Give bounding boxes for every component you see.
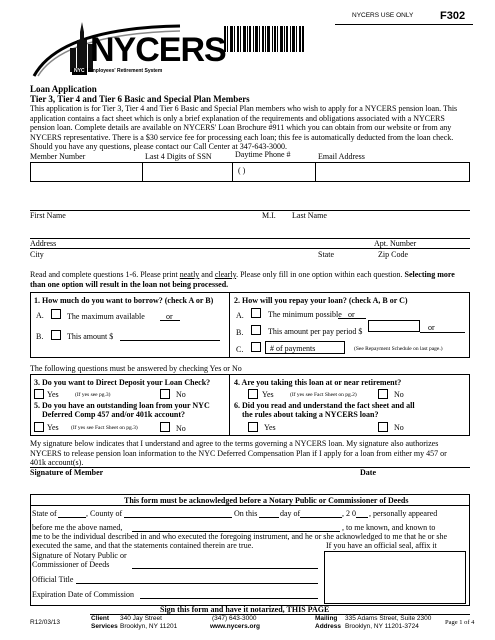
instructions-text: . Please only fill in one option within each question. bbox=[236, 270, 405, 279]
first-name-label: First Name bbox=[30, 211, 66, 220]
q2-b-or: or bbox=[428, 323, 435, 332]
logo-wordmark: NYCERS bbox=[90, 31, 226, 69]
q2-b-label: This amount per pay period $ bbox=[268, 327, 363, 336]
form-code: F302 bbox=[440, 10, 466, 22]
phone-label: Daytime Phone # bbox=[235, 150, 291, 159]
q3-yes-checkbox[interactable] bbox=[34, 389, 44, 399]
notary-month-input[interactable] bbox=[300, 517, 342, 518]
intro-line: application contains a fact sheet which is only a brief explanation of the requirements and obligations associated with a NYCERS bbox=[30, 113, 445, 123]
notary-before-me: before me the above named, bbox=[32, 523, 123, 532]
q2-title: 2. How will you repay your loan? (check A, B or C) bbox=[234, 296, 408, 305]
footer-services: Services bbox=[91, 623, 118, 630]
notary-title-label: Official Title bbox=[32, 575, 74, 584]
notary-onthis-label: On this bbox=[234, 509, 258, 518]
title-line1: Loan Application bbox=[30, 84, 97, 94]
footer-address: Address bbox=[315, 623, 342, 630]
q6-yes-checkbox[interactable] bbox=[248, 422, 258, 432]
q2-a-letter: A. bbox=[236, 311, 244, 320]
use-only-label: NYCERS USE ONLY bbox=[352, 12, 414, 19]
q3-yes-label: Yes bbox=[47, 390, 59, 399]
notary-line3: executed the same, and that the statements contained therein are true. bbox=[32, 541, 254, 550]
intro-text bbox=[30, 104, 470, 152]
q6-yes-label: Yes bbox=[264, 423, 276, 432]
q2-c-note: (See Repayment Schedule on last page.) bbox=[354, 346, 443, 352]
notary-state-input[interactable] bbox=[58, 517, 86, 518]
footer-addr1: 340 Jay Street bbox=[120, 615, 162, 622]
q1-b-checkbox[interactable] bbox=[51, 330, 61, 340]
q1-a-checkbox[interactable] bbox=[51, 309, 61, 319]
q5-title-2: Deferred Comp 457 and/or 401k account? bbox=[42, 410, 186, 419]
q2-c-label: # of payments bbox=[270, 344, 316, 353]
email-label: Email Address bbox=[318, 152, 365, 161]
signature-text-line: My signature below indicates that I understand and agree to the terms governing a NYCERS loan. My signature also authorizes bbox=[30, 439, 439, 448]
barcode bbox=[224, 26, 304, 52]
footer-mail1: 335 Adams Street, Suite 2300 bbox=[345, 615, 432, 622]
q5-yes-label: Yes bbox=[47, 423, 59, 432]
zip-label: Zip Code bbox=[378, 250, 408, 259]
q3-no-checkbox[interactable] bbox=[160, 389, 170, 399]
notary-personally-label: , personally appeared bbox=[369, 509, 438, 518]
ssn-label: Last 4 Digits of SSN bbox=[145, 152, 212, 161]
footer-client: Client bbox=[91, 615, 110, 622]
q2-b-checkbox[interactable] bbox=[251, 325, 261, 335]
q2-a-label: The minimum possible bbox=[268, 310, 342, 319]
instructions-clearly: clearly bbox=[214, 270, 237, 279]
q1-b-letter: B. bbox=[36, 332, 44, 341]
notary-expiration-input[interactable] bbox=[140, 598, 318, 599]
notary-seal-label: If you have an official seal, affix it bbox=[326, 541, 437, 550]
mi-label: M.I. bbox=[262, 211, 276, 220]
footer-addr2: Brooklyn, NY 11201 bbox=[120, 623, 178, 630]
instructions-warning: than one option will result in the loan not being processed. bbox=[30, 279, 229, 289]
logo-subtitle: Employees' Retirement System bbox=[88, 68, 163, 74]
q5-yes-checkbox[interactable] bbox=[34, 422, 44, 432]
phone-area-code: ( ) bbox=[238, 166, 246, 175]
state-label: State bbox=[318, 250, 334, 259]
notary-county-label: , County of bbox=[86, 509, 123, 518]
intro-line: This application is for Tier 3, Tier 4 and Tier 6 Basic and Special Plan members who wish to apply for a NYCERS pension loan. This bbox=[30, 104, 458, 113]
notary-state-label: State of bbox=[32, 509, 57, 518]
footer-web[interactable]: www.nycers.org bbox=[210, 623, 260, 630]
intro-line: pension loan. Complete details are available on NYCERS' Loan Brochure #911 which you can obtain from our website or from any bbox=[30, 123, 452, 132]
q2-a-checkbox[interactable] bbox=[251, 308, 261, 318]
q6-no-checkbox[interactable] bbox=[378, 422, 388, 432]
q5-title-1: 5. Do you have an outstanding loan from your NYC bbox=[34, 401, 210, 410]
q1-amount-input[interactable] bbox=[120, 340, 220, 341]
intro-line: Should you have any questions, please contact our Call Center at 347-643-3000. bbox=[30, 142, 288, 151]
notary-year-label: , 2 0 bbox=[342, 509, 356, 518]
city-line[interactable] bbox=[30, 248, 470, 249]
q4-yes-checkbox[interactable] bbox=[248, 389, 258, 399]
footer-mailing: Mailing bbox=[315, 615, 338, 622]
q1-title: 1. How much do you want to borrow? (check A or B) bbox=[34, 296, 214, 305]
notary-expiration-label: Expiration Date of Commission bbox=[32, 590, 134, 599]
member-info-row[interactable] bbox=[30, 162, 470, 182]
intro-line: NYCERS representative. There is a $30 service fee for processing each loan; this fee is automatically deducted from the loan check. bbox=[30, 132, 454, 142]
notary-line2: me to be the individual described in and who executed the foregoing instrument, and he or she acknowledged to me that he or she bbox=[32, 532, 447, 541]
instructions-text: Read and complete questions 1-6. Please print bbox=[30, 270, 180, 279]
q2-b-letter: B. bbox=[236, 328, 244, 337]
signature-text bbox=[30, 439, 470, 468]
member-number-label: Member Number bbox=[30, 152, 86, 161]
q2-b-amount-input[interactable] bbox=[368, 320, 420, 332]
notary-title-input[interactable] bbox=[76, 583, 318, 584]
q6-no-label: No bbox=[394, 423, 404, 432]
footer-phone: (347) 643-3000 bbox=[212, 615, 257, 622]
q4-yes-note: (If yes see Fact Sheet on pg.2) bbox=[290, 392, 357, 398]
yesno-intro: The following questions must be answered by checking Yes or No bbox=[30, 364, 242, 373]
nycers-logo bbox=[30, 18, 226, 82]
last-name-label: Last Name bbox=[292, 211, 327, 220]
notary-heading: This form must be acknowledged before a Notary Public or Commissioner of Deeds bbox=[124, 496, 409, 505]
q5-no-label: No bbox=[176, 424, 186, 433]
q3-no-label: No bbox=[176, 390, 186, 399]
notary-sign-instruction: Sign this form and have it notarized, THIS PAGE bbox=[160, 605, 330, 614]
notary-year-input[interactable] bbox=[356, 517, 368, 518]
q4-no-checkbox[interactable] bbox=[378, 389, 388, 399]
notary-county-input[interactable] bbox=[124, 517, 232, 518]
q1-or: or bbox=[166, 312, 173, 321]
notary-signature-input[interactable] bbox=[132, 568, 318, 569]
q4-yes-label: Yes bbox=[262, 390, 274, 399]
city-label: City bbox=[30, 250, 44, 259]
instructions-and: and bbox=[199, 270, 215, 279]
notary-sig-label-1: Signature of Notary Public or bbox=[32, 551, 127, 560]
q5-yes-note: (If yes see Fact Sheet on pg.3) bbox=[71, 425, 138, 431]
apt-label: Apt. Number bbox=[374, 239, 417, 248]
instructions-warning: Selecting more bbox=[404, 270, 455, 279]
q4-no-label: No bbox=[394, 390, 404, 399]
q2-a-or: or bbox=[348, 310, 355, 319]
notary-sig-label-2: Commissioner of Deeds bbox=[32, 560, 110, 569]
footer-page-number: Page 1 of 4 bbox=[445, 619, 475, 626]
q3-yes-note: (If yes see pg.3) bbox=[75, 392, 111, 398]
q3-title: 3. Do you want to Direct Deposit your Loan Check? bbox=[34, 378, 211, 387]
q6-title-1: 6. Did you read and understand the fact sheet and all bbox=[234, 401, 415, 410]
title-line2: Tier 3, Tier 4 and Tier 6 Basic and Special Plan Members bbox=[30, 94, 250, 104]
name-line[interactable] bbox=[30, 210, 470, 211]
notary-day-input[interactable] bbox=[259, 517, 279, 518]
q1-a-label: The maximum available bbox=[67, 312, 145, 321]
signature-text-line: NYCERS to release pension loan information to the NYC Deferred Compensation Plan if I apply for a loan from either my 457 or bbox=[30, 448, 447, 458]
q2-c-letter: C. bbox=[236, 345, 244, 354]
notary-seal-area[interactable] bbox=[324, 551, 466, 604]
instructions-neatly: neatly bbox=[179, 270, 200, 279]
notary-to-me: , to me known, and known to bbox=[342, 523, 436, 532]
q4-title: 4. Are you taking this loan at or near retirement? bbox=[234, 378, 402, 387]
signature-label: Signature of Member bbox=[30, 468, 104, 477]
address-label: Address bbox=[30, 239, 57, 248]
footer-mail2: Brooklyn, NY 11201-3724 bbox=[345, 623, 419, 630]
q5-no-checkbox[interactable] bbox=[160, 422, 170, 432]
q6-title-2: the rules about taking a NYCERS loan? bbox=[242, 410, 379, 419]
q2-c-checkbox[interactable] bbox=[251, 342, 261, 352]
date-label: Date bbox=[360, 468, 376, 477]
instructions bbox=[30, 270, 470, 289]
q1-a-letter: A. bbox=[36, 311, 44, 320]
q1-b-label: This amount $ bbox=[67, 332, 114, 341]
logo-badge: NYC bbox=[74, 68, 85, 74]
footer-revision: R12/03/13 bbox=[30, 619, 60, 626]
address-line[interactable] bbox=[30, 238, 470, 239]
notary-dayof-label: day of bbox=[280, 509, 301, 518]
signature-text-line: 401k account(s). bbox=[30, 458, 84, 467]
